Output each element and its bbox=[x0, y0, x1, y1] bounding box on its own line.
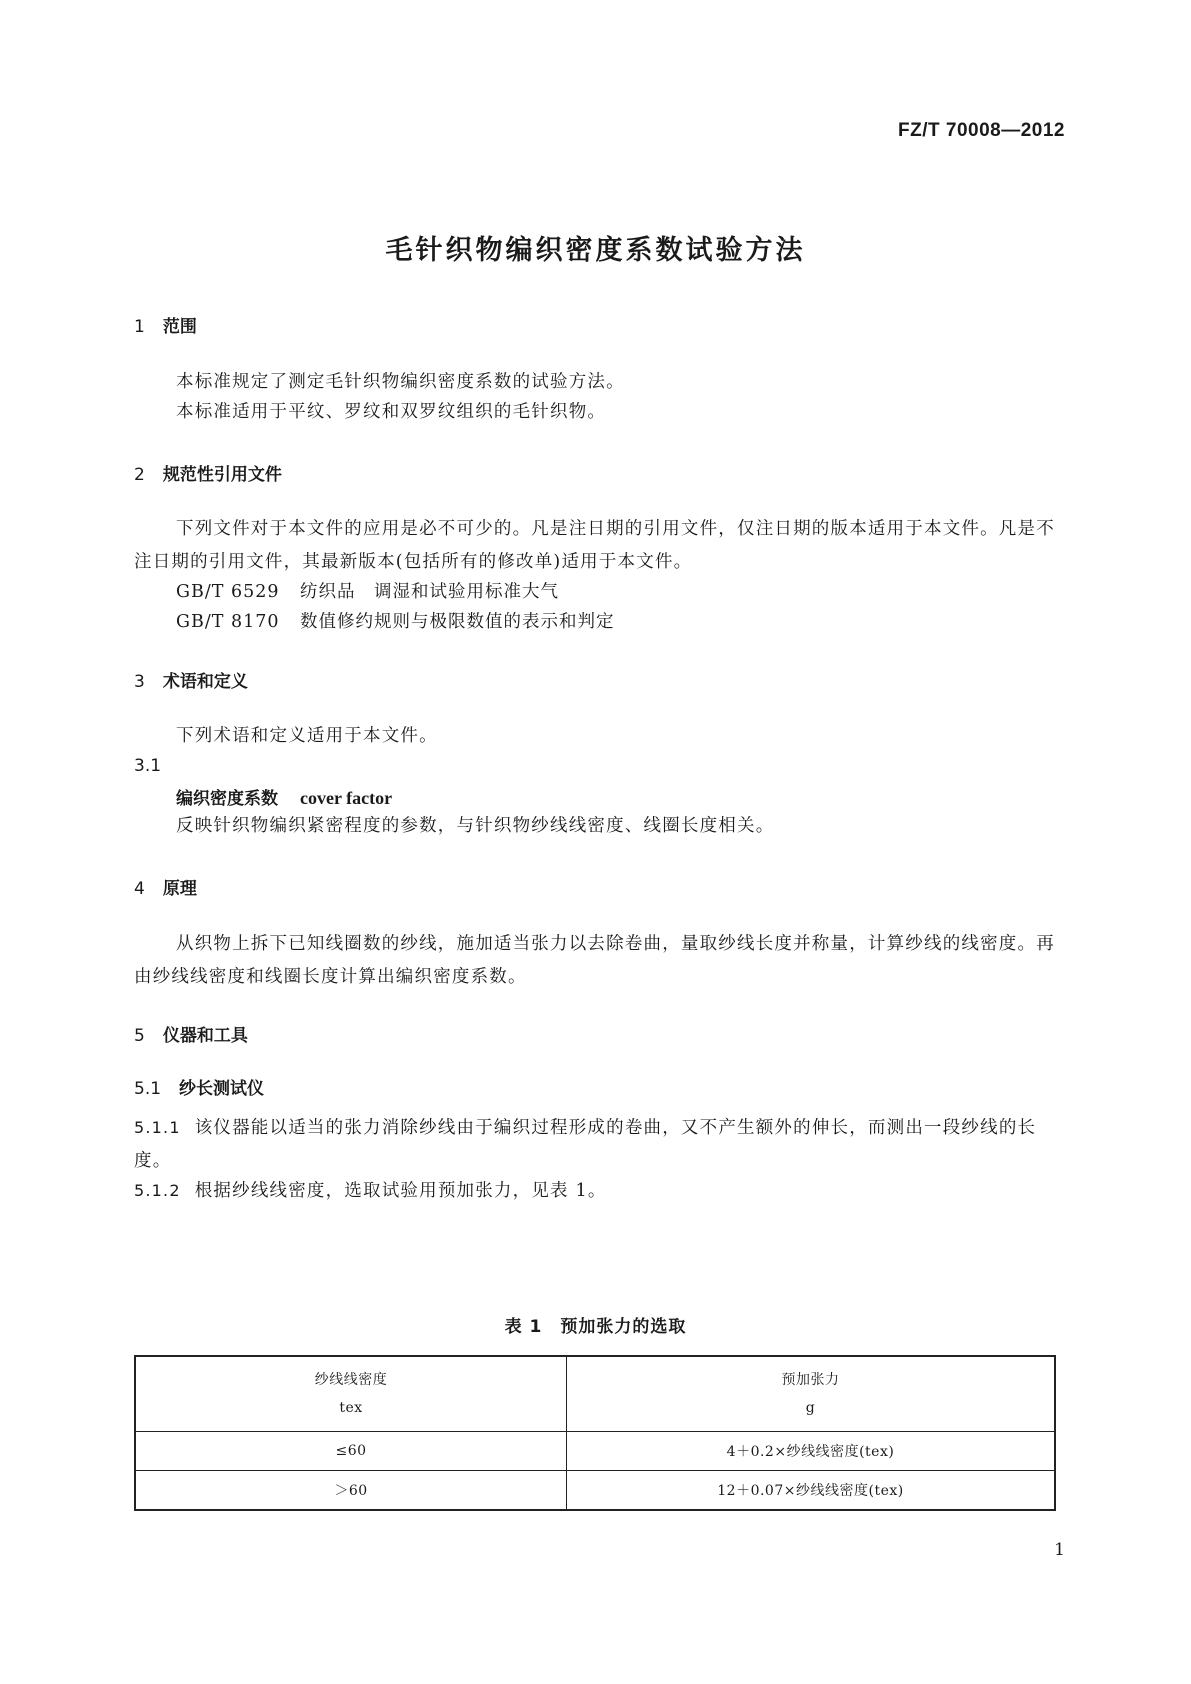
section-number: 5 bbox=[134, 1026, 145, 1046]
table-cell: 12＋0.07×纱线线密度(tex) bbox=[567, 1471, 1056, 1511]
section-1-heading bbox=[134, 312, 197, 337]
s1-paragraph-2: 本标准适用于平纹、罗纹和双罗纹组织的毛针织物。 bbox=[176, 402, 607, 422]
subsection-title: 纱长测试仪 bbox=[179, 1079, 265, 1099]
header-label: 预加张力 bbox=[781, 1372, 840, 1388]
section-title: 规范性引用文件 bbox=[162, 465, 282, 485]
reference-id: GB/T 8170 bbox=[176, 612, 280, 632]
subsection-5-1-heading bbox=[134, 1074, 264, 1099]
section-title: 范围 bbox=[162, 317, 197, 337]
header-label: 纱线线密度 bbox=[314, 1372, 388, 1388]
table-cell: 4＋0.2×纱线线密度(tex) bbox=[567, 1432, 1056, 1471]
table-header-cell bbox=[135, 1356, 567, 1432]
s1-paragraph-1: 本标准规定了测定毛针织物编织密度系数的试验方法。 bbox=[176, 372, 625, 392]
section-title: 术语和定义 bbox=[162, 672, 248, 692]
reference-id: GB/T 6529 bbox=[176, 582, 280, 602]
table-row bbox=[135, 1471, 1055, 1511]
table-cell: ≤60 bbox=[135, 1432, 567, 1471]
normative-reference bbox=[176, 608, 615, 633]
reference-name: 数值修约规则与极限数值的表示和判定 bbox=[300, 612, 615, 632]
normative-reference bbox=[176, 578, 559, 603]
table-row bbox=[135, 1432, 1055, 1471]
clause-number: 5.1.1 bbox=[134, 1118, 181, 1137]
clause-5-1-1 bbox=[134, 1111, 1057, 1178]
section-5-heading bbox=[134, 1021, 248, 1046]
s2-paragraph-1: 下列文件对于本文件的应用是必不可少的。凡是注日期的引用文件，仅注日期的版本适用于本文件。凡是不注日期的引用文件，其最新版本(包括所有的修改单)适用于本文件。 bbox=[134, 519, 1055, 572]
clause-number: 5.1.2 bbox=[134, 1181, 181, 1200]
section-title: 原理 bbox=[162, 879, 197, 899]
header-unit: g bbox=[805, 1400, 816, 1416]
section-number: 4 bbox=[134, 879, 145, 899]
term-english: cover factor bbox=[300, 788, 393, 808]
table-caption: 表 1 预加张力的选取 bbox=[504, 1317, 687, 1337]
reference-name: 纺织品 调湿和试验用标准大气 bbox=[300, 582, 559, 602]
section-number: 3 bbox=[134, 672, 145, 692]
section-3-heading bbox=[134, 667, 248, 692]
standard-code: FZ/T 70008—2012 bbox=[898, 120, 1065, 141]
section-number: 1 bbox=[134, 317, 145, 337]
page-number: 1 bbox=[1054, 1540, 1065, 1560]
header-unit: tex bbox=[339, 1400, 363, 1416]
table-cell: ＞60 bbox=[135, 1471, 567, 1511]
section-4-heading bbox=[134, 874, 197, 899]
clause-text: 该仪器能以适当的张力消除纱线由于编织过程形成的卷曲，又不产生额外的伸长，而测出一段纱线的长度。 bbox=[134, 1118, 1037, 1171]
clause-5-1-2 bbox=[134, 1174, 1057, 1208]
term-entry bbox=[176, 784, 392, 809]
pretension-table bbox=[134, 1355, 1056, 1511]
clause-text: 根据纱线线密度，选取试验用预加张力，见表 1。 bbox=[194, 1181, 607, 1201]
s3-paragraph-1: 下列术语和定义适用于本文件。 bbox=[176, 726, 438, 746]
term-chinese: 编织密度系数 bbox=[176, 789, 278, 809]
subsection-number: 3.1 bbox=[134, 756, 162, 776]
table-header-row bbox=[135, 1356, 1055, 1432]
document-title: 毛针织物编织密度系数试验方法 bbox=[385, 235, 806, 266]
section-title: 仪器和工具 bbox=[162, 1026, 248, 1046]
section-number: 2 bbox=[134, 465, 145, 485]
subsection-number: 5.1 bbox=[134, 1079, 162, 1099]
term-definition: 反映针织物编织紧密程度的参数，与针织物纱线线密度、线圈长度相关。 bbox=[176, 816, 775, 836]
s4-paragraph-1: 从织物上拆下已知线圈数的纱线，施加适当张力以去除卷曲，量取纱线长度并称量，计算纱线的线密度。再由纱线线密度和线圈长度计算出编织密度系数。 bbox=[134, 934, 1055, 987]
section-2-heading bbox=[134, 460, 282, 485]
table-header-cell bbox=[567, 1356, 1056, 1432]
